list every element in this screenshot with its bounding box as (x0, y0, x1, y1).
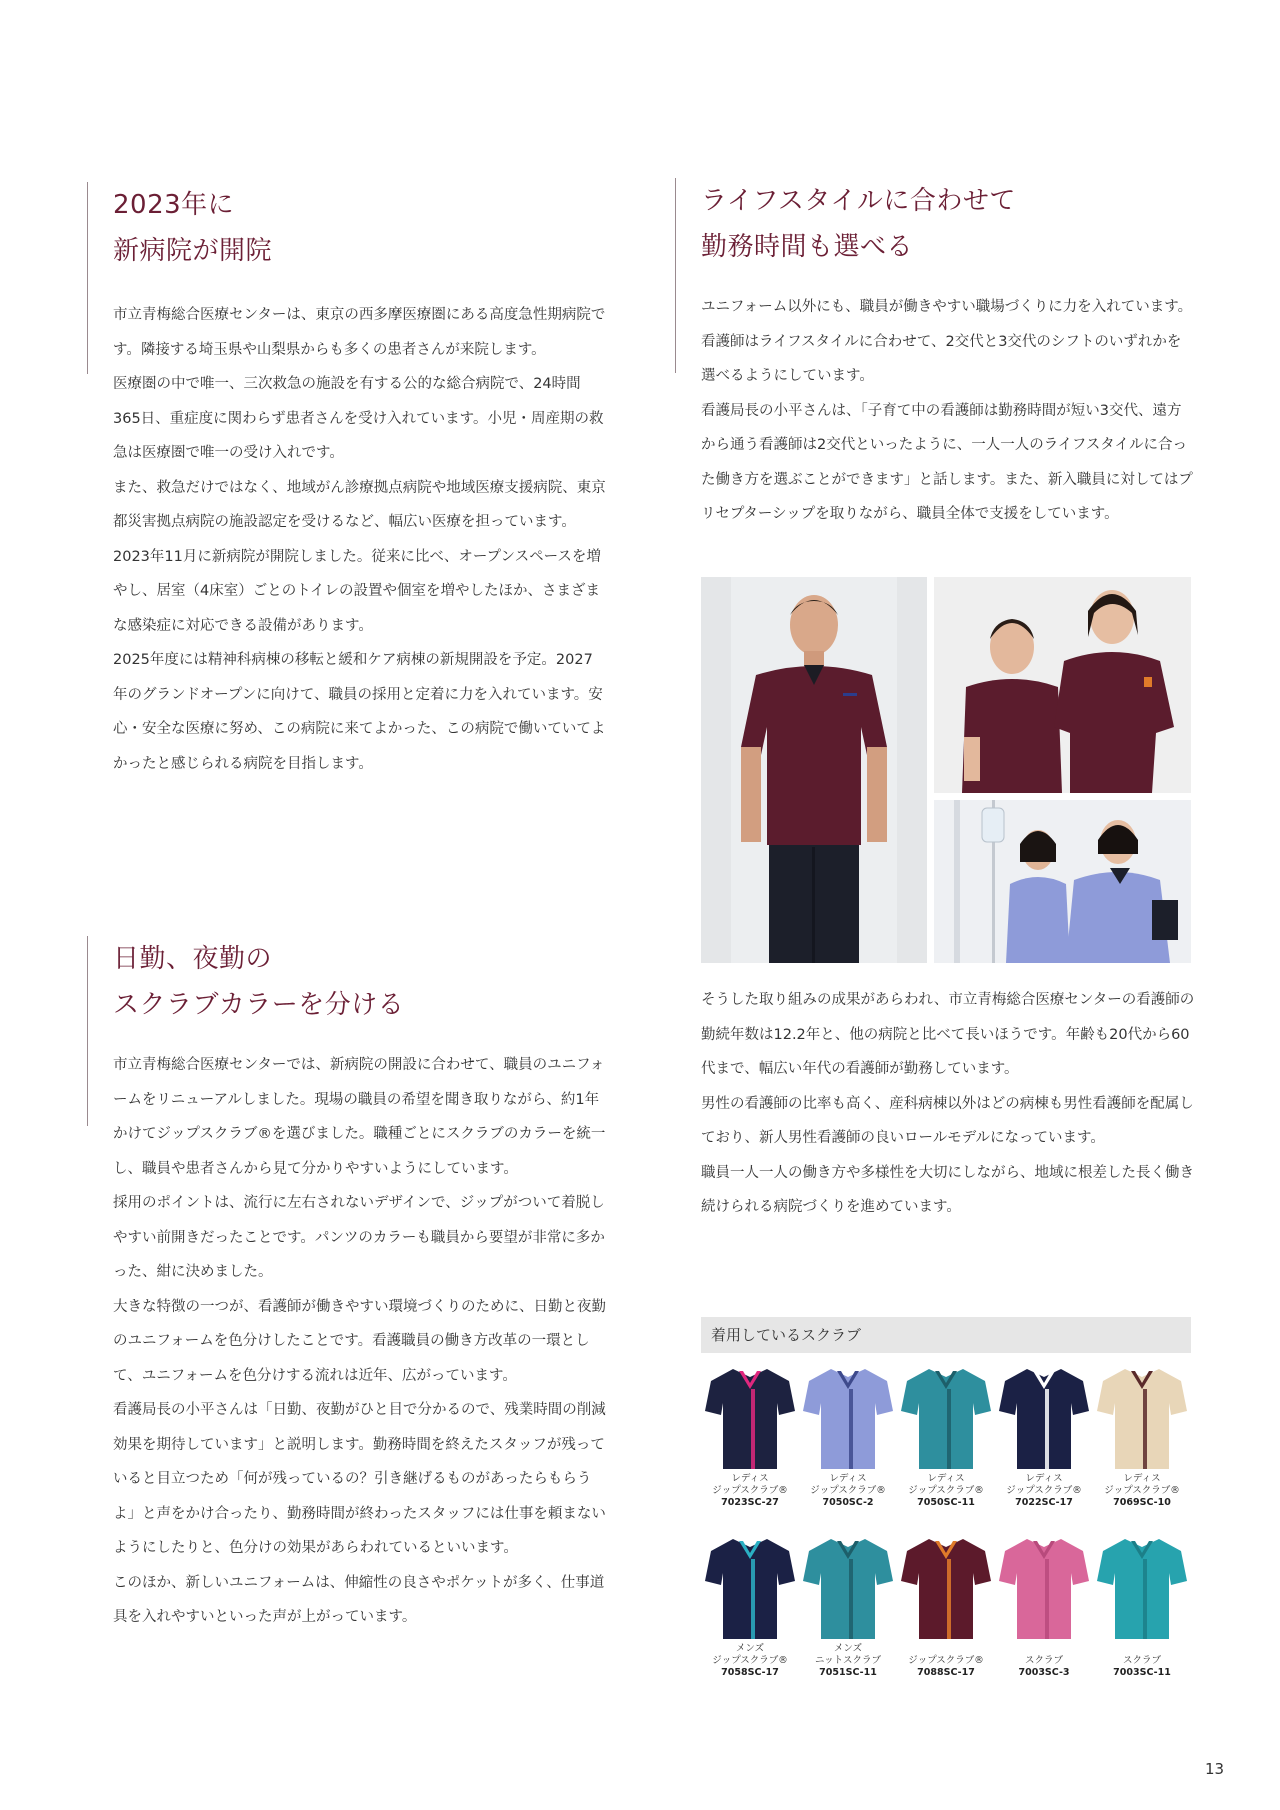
photo-nurses-iv (934, 800, 1191, 963)
heading-line: スクラブカラーを分ける (113, 990, 405, 1020)
scrub-caption (897, 1643, 995, 1655)
paragraph: 男性の看護師の比率も高く、産科病棟以外はどの病棟も男性看護師を配属しており、新人男性看護師の良いロールモデルになっています。 (701, 1095, 1194, 1146)
section-heading (113, 936, 404, 1028)
scrub-top-icon (703, 1363, 797, 1473)
scrub-caption: スクラブ (1122, 1655, 1161, 1666)
paragraph: 2023年11月に新病院が開院しました。従来に比べ、オープンスペースを増やし、居室（4床室）ごとのトイレの設置や個室を増やしたほか、さまざまな感染症に対応できる設備があります。 (113, 548, 601, 634)
scrub-caption: メンズ (735, 1643, 765, 1654)
scrub-caption: レディス (829, 1473, 867, 1484)
paragraph: そうした取り組みの成果があらわれ、市立青梅総合医療センターの看護師の勤続年数は12.2年と、他の病院と比べて長いほうです。年齢も20代から60代まで、幅広い年代の看護師が勤務しています。 (701, 992, 1195, 1077)
scrub-code: 7003SC-3 (1018, 1667, 1070, 1678)
scrub-top-icon (899, 1533, 993, 1643)
scrub-caption: ジップスクラブ® (1104, 1485, 1180, 1496)
section-accent-bar (675, 178, 676, 373)
paragraph: このほか、新しいユニフォームは、伸縮性の良さやポケットが多く、仕事道具を入れやすいといった声が上がっています。 (113, 1574, 605, 1625)
scrub-caption: ジップスクラブ® (712, 1655, 788, 1666)
scrub-caption: メンズ (833, 1643, 863, 1654)
paragraph: また、救急だけではなく、地域がん診療拠点病院や地域医療支援病院、東京都災害拠点病院の施設認定を受けるなど、幅広い医療を担っています。 (113, 479, 606, 530)
paragraph: ユニフォーム以外にも、職員が働きやすい職場づくりに力を入れています。看護師はライフスタイルに合わせて、2交代と3交代のシフトのいずれかを選べるようにしています。 (701, 299, 1193, 384)
scrub-caption: ニットスクラブ (814, 1655, 882, 1666)
scrub-item (897, 1533, 995, 1679)
section-body (701, 290, 1195, 532)
scrub-caption: ジップスクラブ® (1006, 1485, 1082, 1496)
section-heading (701, 178, 1016, 270)
scrub-caption: ジップスクラブ® (908, 1485, 984, 1496)
scrub-top-icon (997, 1533, 1091, 1643)
photo-two-nurses (934, 577, 1191, 793)
section-body (113, 1048, 607, 1635)
scrub-caption: スクラブ (1024, 1655, 1063, 1666)
scrub-caption: レディス (1123, 1473, 1161, 1484)
scrub-code: 7069SC-10 (1113, 1497, 1171, 1508)
section-results (701, 983, 1195, 1225)
paragraph: 採用のポイントは、流行に左右されないデザインで、ジップがついて着脱しやすい前開きだったことです。パンツのカラーも職員から要望が非常に多かった、紺に決めました。 (113, 1195, 605, 1280)
scrub-top-icon (703, 1533, 797, 1643)
scrub-top-icon (1095, 1533, 1189, 1643)
heading-line: ライフスタイルに合わせて (701, 186, 1016, 216)
paragraph: 看護局長の小平さんは、「子育て中の看護師は勤務時間が短い3交代、遠方から通う看護師は2交代といったように、一人一人のライフスタイルに合った働き方を選ぶことができます」と話します。また、新入職員に対してはプリセプターシップを取りながら、職員全体で支援をしています。 (701, 402, 1193, 522)
scrub-item (1093, 1363, 1191, 1509)
scrub-caption (1093, 1643, 1191, 1655)
paragraph: 市立青梅総合医療センターでは、新病院の開設に合わせて、職員のユニフォームをリニューアルしました。現場の職員の希望を聞き取りながら、約1年かけてジップスクラブ®を選びました。職種ごとにスクラブのカラーを統一し、職員や患者さんから見て分かりやすいようにしています。 (113, 1057, 606, 1177)
male-nurse-illustration (701, 577, 927, 963)
two-nurses-illustration (934, 577, 1191, 793)
scrub-item (995, 1363, 1093, 1509)
scrub-item (995, 1533, 1093, 1679)
scrub-item (799, 1533, 897, 1679)
section-body (113, 298, 607, 781)
scrub-item (701, 1363, 799, 1509)
scrub-item (701, 1533, 799, 1679)
paragraph: 市立青梅総合医療センターは、東京の西多摩医療圏にある高度急性期病院です。隣接する埼玉県や山梨県からも多くの患者さんが来院します。 (113, 307, 606, 358)
scrub-caption: ジップスクラブ® (712, 1485, 788, 1496)
heading-line: 日勤、夜勤の (113, 944, 273, 974)
scrub-top-icon (801, 1363, 895, 1473)
scrub-code: 7058SC-17 (721, 1667, 779, 1678)
scrub-caption (995, 1643, 1093, 1655)
scrub-top-icon (1095, 1363, 1189, 1473)
heading-line: 2023年に (113, 190, 235, 220)
heading-line: 新病院が開院 (113, 236, 273, 266)
scrub-code: 7050SC-2 (822, 1497, 874, 1508)
page-number: 13 (1205, 1760, 1225, 1778)
photo-male-nurse (701, 577, 927, 963)
paragraph: 大きな特徴の一つが、看護師が働きやすい環境づくりのために、日勤と夜勤のユニフォームを色分けしたことです。看護職員の働き方改革の一環として、ユニフォームを色分けする流れは近年、広がっています。 (113, 1298, 606, 1384)
scrub-code: 7050SC-11 (917, 1497, 975, 1508)
section-heading (113, 182, 272, 274)
scrub-caption: ジップスクラブ® (810, 1485, 886, 1496)
scrub-code: 7051SC-11 (819, 1667, 877, 1678)
paragraph: 看護局長の小平さんは「日勤、夜勤がひと目で分かるので、残業時間の削減効果を期待しています」と説明します。勤務時間を終えたスタッフが残っていると目立つため「何が残っているの？引き継げるものがあったらもらうよ」と声をかけ合ったり、勤務時間が終わったスタッフには仕事を頼まないようにしたりと、色分けの効果があらわれているといいます。 (113, 1402, 606, 1556)
scrub-top-icon (899, 1363, 993, 1473)
scrub-caption: レディス (731, 1473, 769, 1484)
scrub-item (799, 1363, 897, 1509)
paragraph: 職員一人一人の働き方や多様性を大切にしながら、地域に根差した長く働き続けられる病院づくりを進めています。 (701, 1164, 1194, 1215)
scrub-code: 7003SC-11 (1113, 1667, 1171, 1678)
section-accent-bar (87, 182, 88, 374)
scrub-top-icon (997, 1363, 1091, 1473)
heading-line: 勤務時間も選べる (701, 232, 914, 262)
paragraph: 医療圏の中で唯一、三次救急の施設を有する公的な総合病院で、24時間365日、重症度に関わらず患者さんを受け入れています。小児・周産期の救急は医療圏で唯一の受け入れです。 (113, 376, 604, 461)
scrub-code: 7088SC-17 (917, 1667, 975, 1678)
scrubs-box (701, 1317, 1191, 1678)
scrub-caption: レディス (927, 1473, 965, 1484)
section-accent-bar (87, 936, 88, 1126)
paragraph: 2025年度には精神科病棟の移転と緩和ケア病棟の新規開設を予定。2027年のグランドオープンに向けて、職員の採用と定着に力を入れています。安心・安全な医療に努め、この病院に来てよかった、この病院で働いていてよかったと感じられる病院を目指します。 (113, 652, 606, 772)
scrub-top-icon (801, 1533, 895, 1643)
scrub-item (1093, 1533, 1191, 1679)
scrubs-title: 着用しているスクラブ (701, 1317, 1191, 1353)
scrub-code: 7022SC-17 (1015, 1497, 1073, 1508)
scrub-caption: レディス (1025, 1473, 1063, 1484)
nurses-iv-illustration (934, 800, 1191, 963)
scrub-caption: ジップスクラブ® (908, 1655, 984, 1666)
scrub-code: 7023SC-27 (721, 1497, 779, 1508)
scrub-item (897, 1363, 995, 1509)
